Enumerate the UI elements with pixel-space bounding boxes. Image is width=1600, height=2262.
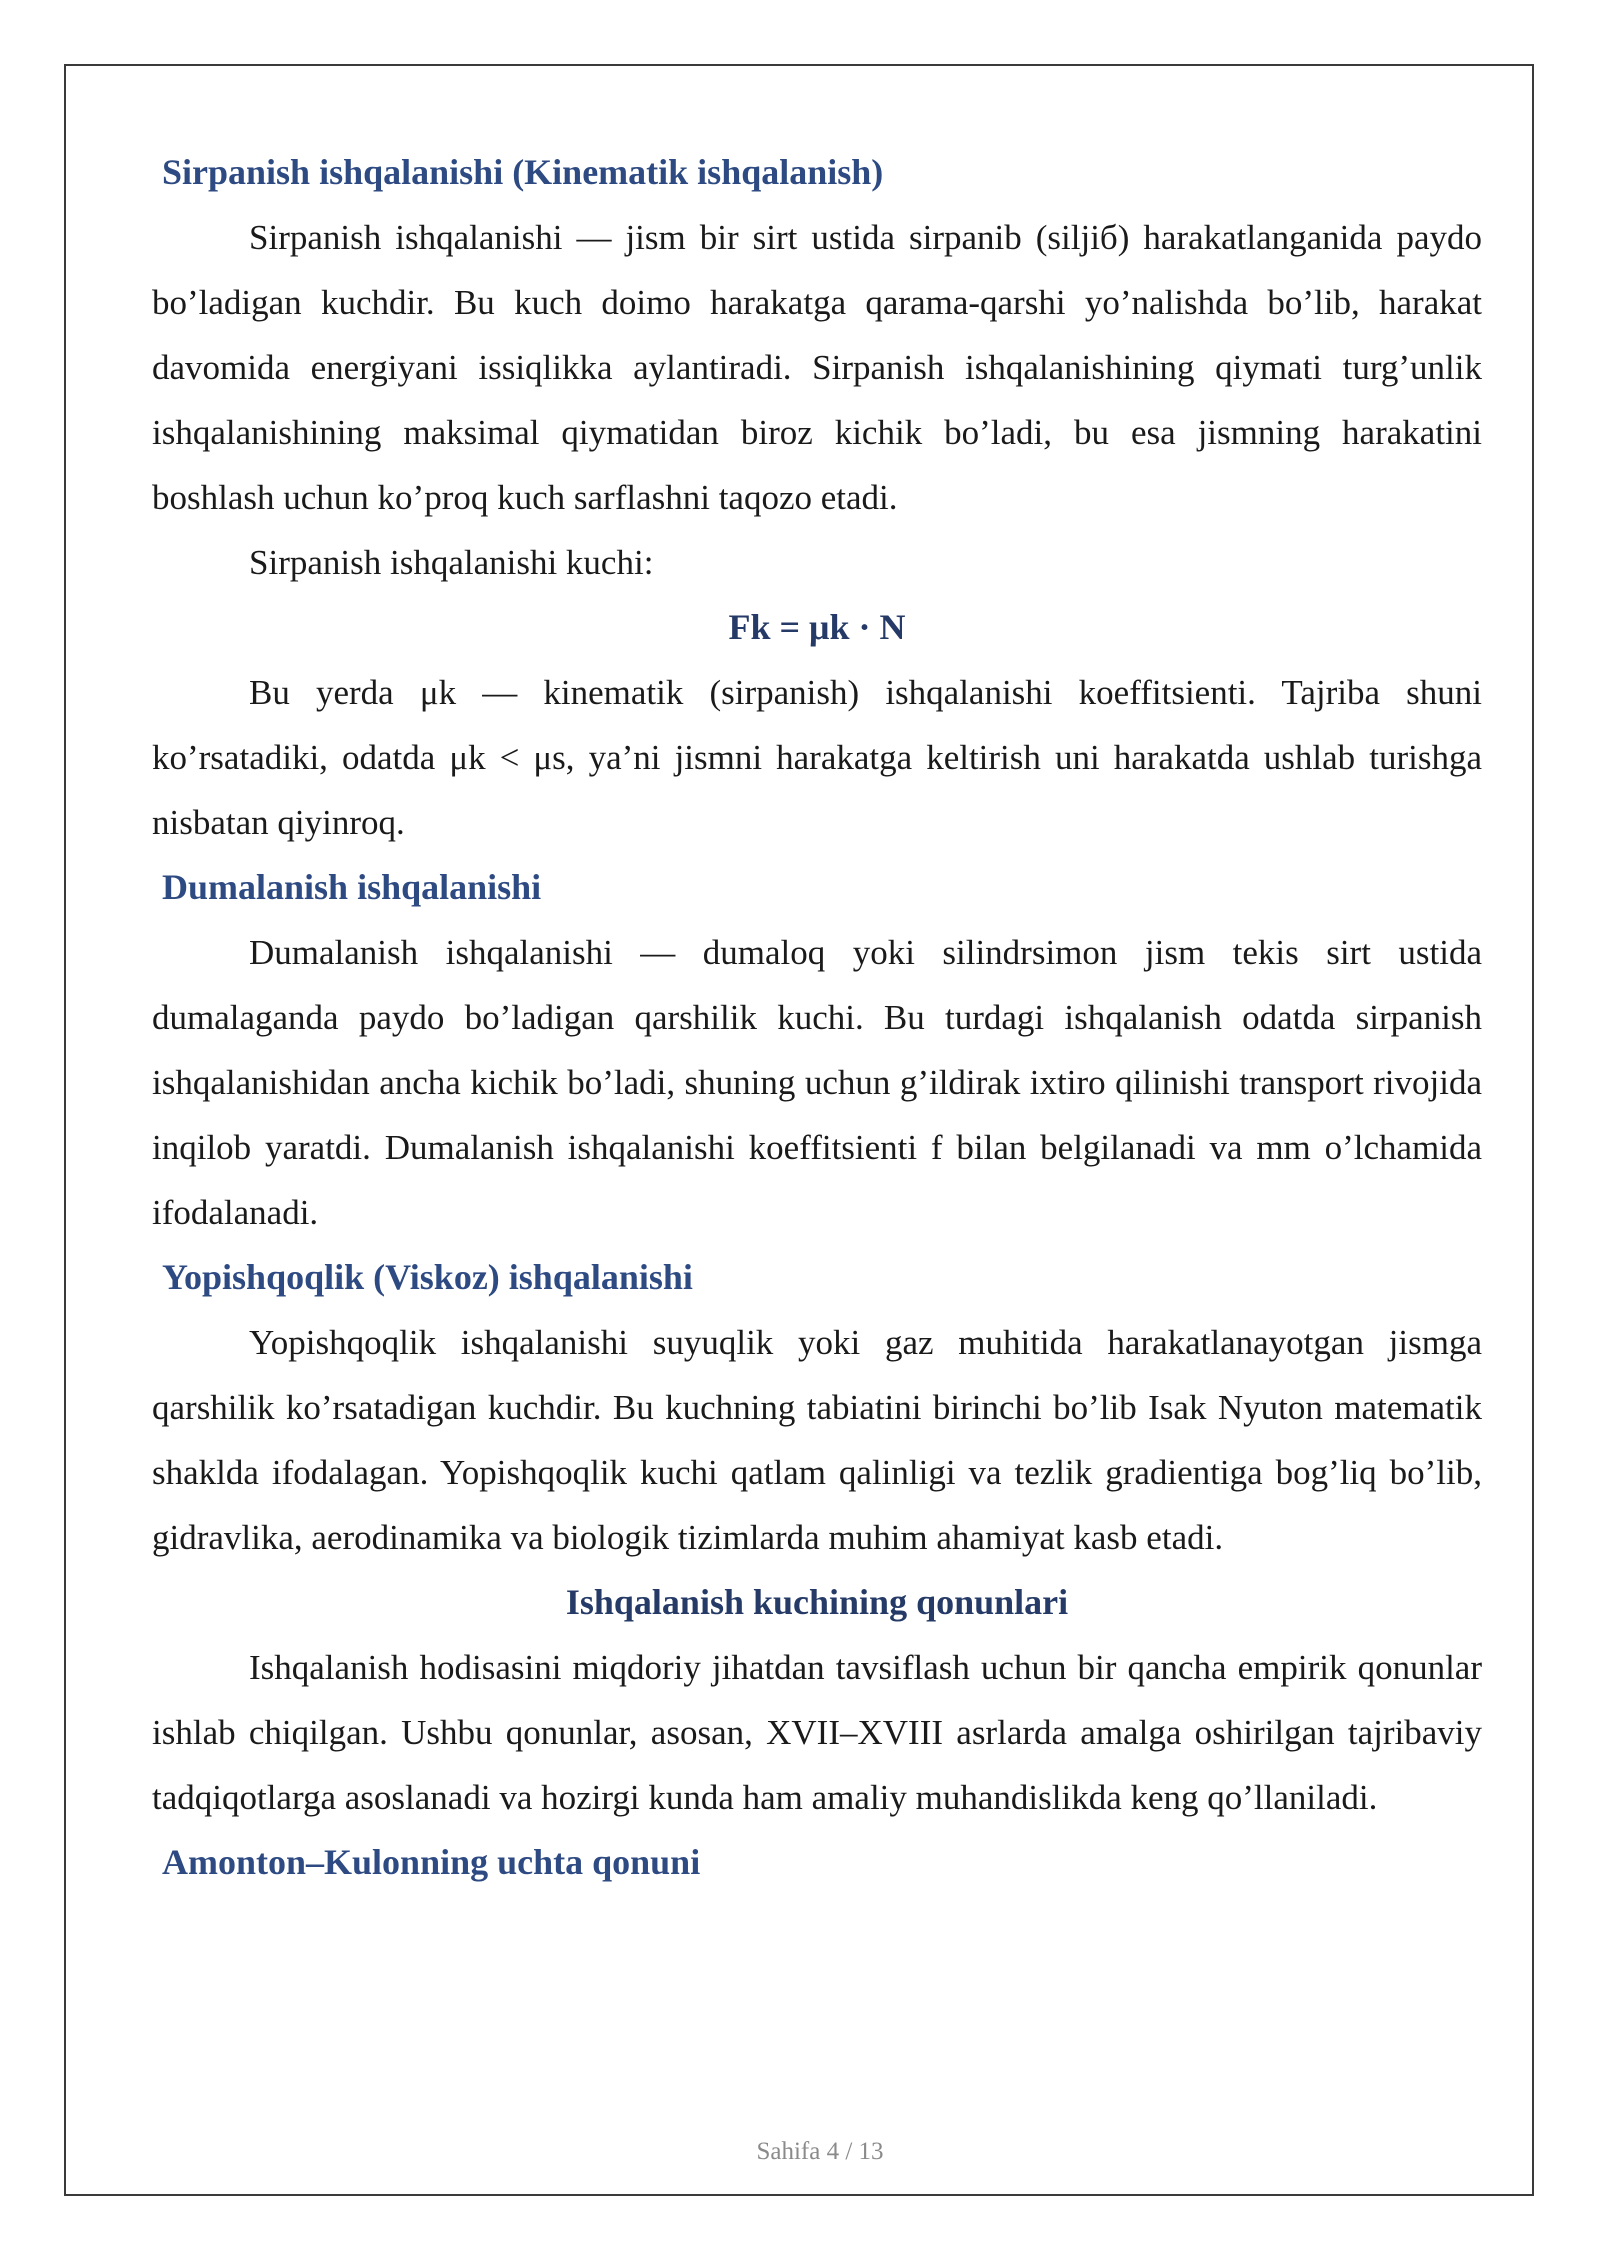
section-heading-viscous-friction: Yopishqoqlik (Viskoz) ishqalanishi — [162, 1257, 693, 1297]
paragraph-sliding-force-intro: Sirpanish ishqalanishi kuchi: — [249, 543, 654, 582]
paragraph-viscous-friction: Yopishqoqlik ishqalanishi suyuqlik yoki gaz muhitida harakatlanayotgan jismga qarshilik ko’rsatadigan kuchdir. Bu kuchning tabiatini birinchi bo’lib Isak Nyuton matematik shaklda ifodalagan. Yopishqoqlik kuchi qatlam qalinligi va tezlik gradientiga bog’liq bo’lib, gidravlika, aerodinamika va biologik tizimlarda muhim ahamiyat kasb etadi. — [152, 1323, 1482, 1557]
section-heading-rolling-friction: Dumalanish ishqalanishi — [162, 867, 542, 907]
section-heading-friction-laws: Ishqalanish kuchining qonunlari — [565, 1582, 1069, 1622]
page-number-footer: Sahifa 4 / 13 — [756, 2138, 884, 2165]
formula-kinetic-friction: Fk = μk · N — [728, 607, 906, 647]
section-heading-amontons-coulomb: Amonton–Kulonning uchta qonuni — [162, 1842, 701, 1882]
paragraph-friction-laws: Ishqalanish hodisasini miqdoriy jihatdan tavsiflash uchun bir qancha empirik qonunlar ishlab chiqilgan. Ushbu qonunlar, asosan, XVII–XVIII asrlarda amalga oshirilgan tajribaviy tadqiqotlarga asoslanadi va hozirgi kunda ham amaliy muhandislikda keng qo’llaniladi. — [152, 1648, 1482, 1817]
paragraph-coefficient-explanation: Bu yerda μk — kinematik (sirpanish) ishqalanishi koeffitsienti. Tajriba shuni ko’rsatadiki, odatda μk < μs, ya’ni jismni harakatga keltirish uni harakatda ushlab turishga nisbatan qiyinroq. — [152, 673, 1482, 842]
document-body — [152, 140, 1482, 1895]
paragraph-rolling-friction: Dumalanish ishqalanishi — dumaloq yoki silindrsimon jism tekis sirt ustida dumalaganda paydo bo’ladigan qarshilik kuchi. Bu turdagi ishqalanish odatda sirpanish ishqalanishidan ancha kichik bo’ladi, shuning uchun g’ildirak ixtiro qilinishi transport rivojida inqilob yaratdi. Dumalanish ishqalanishi koeffitsienti f bilan belgilanadi va mm o’lchamida ifodalanadi. — [152, 933, 1482, 1232]
section-heading-kinematic-friction: Sirpanish ishqalanishi (Kinematik ishqalanish) — [162, 152, 884, 192]
paragraph-sliding-friction: Sirpanish ishqalanishi — jism bir sirt ustida sirpanib (siljiб) harakatlanganida paydo bo’ladigan kuchdir. Bu kuch doimo harakatga qarama-qarshi yo’nalishda bo’lib, harakat davomida energiyani issiqlikka aylantiradi. Sirpanish ishqalanishining qiymati turg’unlik ishqalanishining maksimal qiymatidan biroz kichik bo’ladi, bu esa jismning harakatini boshlash uchun ko’proq kuch sarflashni taqozo etadi. — [152, 218, 1482, 517]
